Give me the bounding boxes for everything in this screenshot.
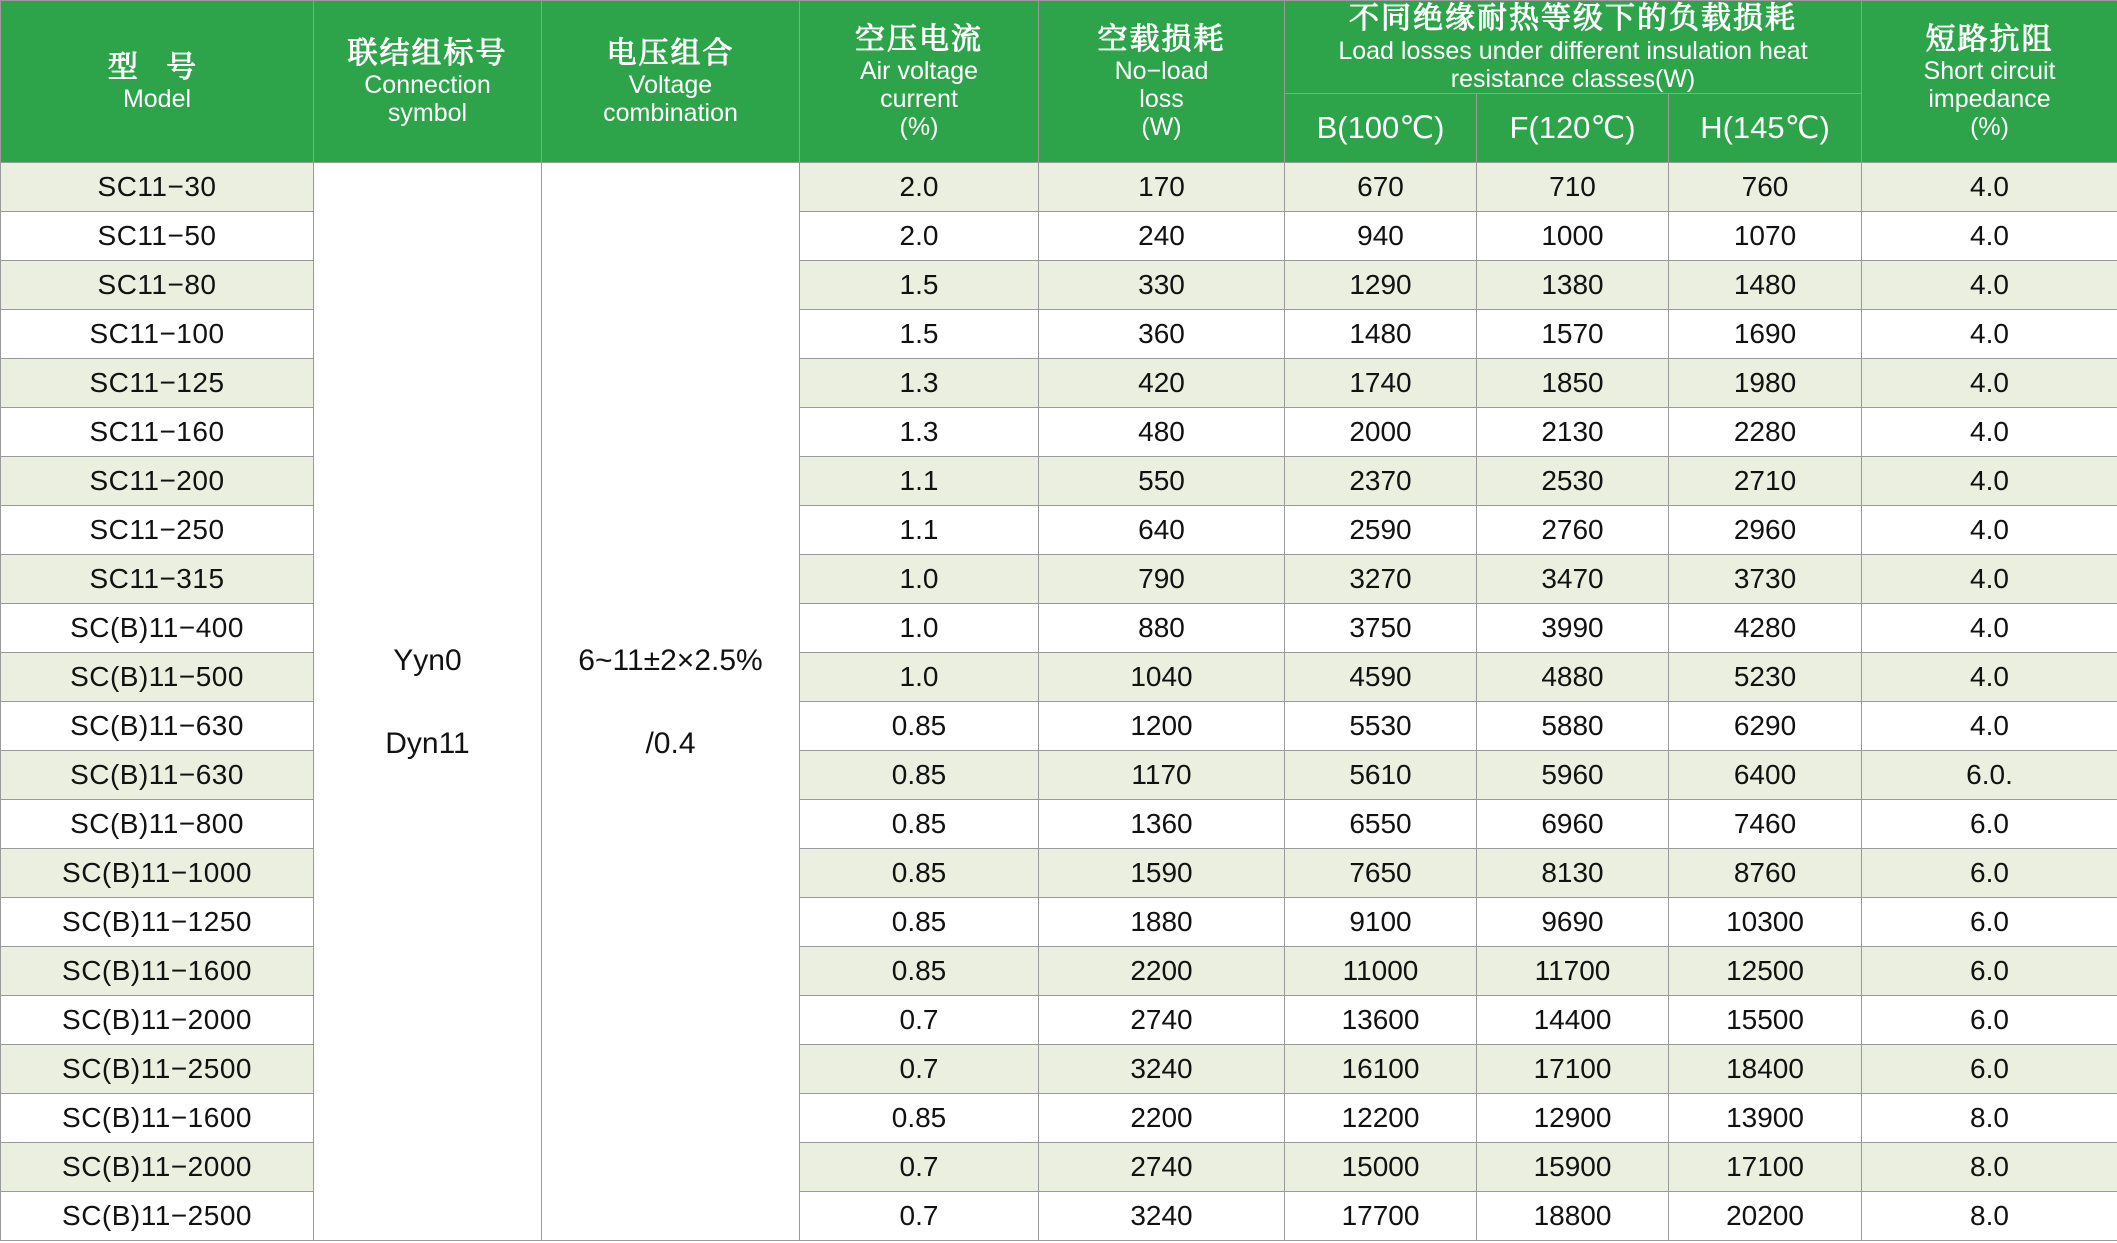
col-header-connection: [314, 1, 542, 163]
cell-short-circuit-impedance: 6.0: [1862, 947, 2117, 996]
cell-load-loss-f: 2760: [1477, 506, 1669, 555]
cell-air-voltage-current: 0.7: [800, 1192, 1039, 1241]
cell-short-circuit-impedance: 6.0: [1862, 996, 2117, 1045]
cell-short-circuit-impedance: 6.0.: [1862, 751, 2117, 800]
cell-load-loss-f: 2130: [1477, 408, 1669, 457]
cell-load-loss-b: 2370: [1285, 457, 1477, 506]
col-header-noload-loss-en-1: No−load: [1114, 57, 1209, 86]
cell-load-loss-f: 11700: [1477, 947, 1669, 996]
cell-air-voltage-current: 1.0: [800, 653, 1039, 702]
cell-air-voltage-current: 0.85: [800, 898, 1039, 947]
cell-short-circuit-impedance: 4.0: [1862, 506, 2117, 555]
cell-air-voltage-current: 1.5: [800, 310, 1039, 359]
cell-load-loss-f: 1380: [1477, 261, 1669, 310]
cell-model: SC11−250: [1, 506, 314, 555]
col-header-short-circuit-impedance: [1862, 1, 2117, 163]
cell-air-voltage-current: 0.85: [800, 800, 1039, 849]
cell-load-loss-b: 5530: [1285, 702, 1477, 751]
col-header-impedance-cn: 短路抗阻: [1925, 22, 2054, 56]
cell-load-loss-h: 2280: [1669, 408, 1862, 457]
cell-short-circuit-impedance: 4.0: [1862, 555, 2117, 604]
cell-model: SC(B)11−1600: [1, 947, 314, 996]
cell-load-loss-b: 16100: [1285, 1045, 1477, 1094]
col-header-model-cn: 型 号: [107, 50, 207, 84]
col-header-model: [1, 1, 314, 163]
cell-short-circuit-impedance: 8.0: [1862, 1094, 2117, 1143]
cell-short-circuit-impedance: 4.0: [1862, 702, 2117, 751]
cell-air-voltage-current: 1.0: [800, 555, 1039, 604]
cell-noload-loss: 240: [1039, 212, 1285, 261]
cell-load-loss-h: 6290: [1669, 702, 1862, 751]
col-header-connection-en-1: Connection: [364, 71, 491, 100]
cell-load-loss-b: 1480: [1285, 310, 1477, 359]
cell-load-loss-b: 11000: [1285, 947, 1477, 996]
cell-noload-loss: 1200: [1039, 702, 1285, 751]
cell-load-loss-b: 5610: [1285, 751, 1477, 800]
cell-model: SC11−315: [1, 555, 314, 604]
cell-model: SC(B)11−2000: [1, 1143, 314, 1192]
cell-noload-loss: 330: [1039, 261, 1285, 310]
col-header-voltage-en-2: combination: [603, 99, 738, 128]
cell-short-circuit-impedance: 4.0: [1862, 653, 2117, 702]
col-header-air-current-unit: (%): [899, 113, 939, 142]
col-header-noload-loss-unit: (W): [1141, 113, 1182, 142]
cell-short-circuit-impedance: 4.0: [1862, 408, 2117, 457]
connection-symbol-line1: Yyn0: [393, 643, 462, 677]
cell-load-loss-h: 18400: [1669, 1045, 1862, 1094]
cell-connection-symbol: [314, 163, 542, 1241]
cell-noload-loss: 420: [1039, 359, 1285, 408]
cell-short-circuit-impedance: 4.0: [1862, 457, 2117, 506]
cell-load-loss-h: 15500: [1669, 996, 1862, 1045]
cell-load-loss-h: 20200: [1669, 1192, 1862, 1241]
cell-load-loss-h: 1980: [1669, 359, 1862, 408]
cell-model: SC(B)11−400: [1, 604, 314, 653]
cell-load-loss-h: 1070: [1669, 212, 1862, 261]
cell-air-voltage-current: 0.7: [800, 1045, 1039, 1094]
cell-load-loss-f: 6960: [1477, 800, 1669, 849]
cell-load-loss-f: 12900: [1477, 1094, 1669, 1143]
col-header-voltage-cn: 电压组合: [606, 36, 735, 70]
cell-load-loss-b: 13600: [1285, 996, 1477, 1045]
cell-load-loss-f: 3990: [1477, 604, 1669, 653]
cell-load-loss-b: 1290: [1285, 261, 1477, 310]
cell-model: SC(B)11−2500: [1, 1045, 314, 1094]
cell-load-loss-b: 2590: [1285, 506, 1477, 555]
col-header-load-losses-group: [1285, 1, 1862, 94]
cell-load-loss-b: 7650: [1285, 849, 1477, 898]
cell-load-loss-h: 17100: [1669, 1143, 1862, 1192]
cell-noload-loss: 2740: [1039, 996, 1285, 1045]
cell-load-loss-h: 2960: [1669, 506, 1862, 555]
cell-load-loss-f: 5960: [1477, 751, 1669, 800]
cell-load-loss-h: 1480: [1669, 261, 1862, 310]
cell-load-loss-h: 4280: [1669, 604, 1862, 653]
cell-load-loss-b: 12200: [1285, 1094, 1477, 1143]
col-header-load-loss-f: F(120℃): [1477, 94, 1669, 163]
cell-noload-loss: 1360: [1039, 800, 1285, 849]
cell-air-voltage-current: 1.0: [800, 604, 1039, 653]
cell-load-loss-f: 15900: [1477, 1143, 1669, 1192]
cell-load-loss-f: 710: [1477, 163, 1669, 212]
cell-model: SC11−125: [1, 359, 314, 408]
cell-load-loss-f: 4880: [1477, 653, 1669, 702]
cell-air-voltage-current: 0.7: [800, 1143, 1039, 1192]
cell-load-loss-h: 13900: [1669, 1094, 1862, 1143]
cell-noload-loss: 1040: [1039, 653, 1285, 702]
cell-noload-loss: 3240: [1039, 1045, 1285, 1094]
cell-air-voltage-current: 1.3: [800, 408, 1039, 457]
cell-load-loss-b: 15000: [1285, 1143, 1477, 1192]
cell-load-loss-b: 17700: [1285, 1192, 1477, 1241]
col-header-load-loss-b: B(100℃): [1285, 94, 1477, 163]
cell-noload-loss: 170: [1039, 163, 1285, 212]
cell-load-loss-h: 3730: [1669, 555, 1862, 604]
col-header-load-loss-h: H(145℃): [1669, 94, 1862, 163]
col-header-air-current-en-2: current: [880, 85, 958, 114]
cell-air-voltage-current: 2.0: [800, 212, 1039, 261]
col-header-noload-loss-en-2: loss: [1139, 85, 1184, 114]
cell-load-loss-f: 18800: [1477, 1192, 1669, 1241]
cell-short-circuit-impedance: 6.0: [1862, 898, 2117, 947]
cell-air-voltage-current: 0.85: [800, 751, 1039, 800]
cell-short-circuit-impedance: 4.0: [1862, 163, 2117, 212]
cell-air-voltage-current: 0.85: [800, 849, 1039, 898]
cell-load-loss-f: 5880: [1477, 702, 1669, 751]
cell-air-voltage-current: 1.1: [800, 457, 1039, 506]
cell-model: SC(B)11−1600: [1, 1094, 314, 1143]
col-header-air-current-cn: 空压电流: [855, 22, 983, 56]
cell-load-loss-b: 6550: [1285, 800, 1477, 849]
cell-model: SC11−50: [1, 212, 314, 261]
cell-load-loss-b: 3270: [1285, 555, 1477, 604]
cell-load-loss-f: 14400: [1477, 996, 1669, 1045]
cell-model: SC(B)11−800: [1, 800, 314, 849]
cell-air-voltage-current: 0.7: [800, 996, 1039, 1045]
table-row: [1, 163, 2117, 212]
cell-load-loss-h: 5230: [1669, 653, 1862, 702]
cell-model: SC11−30: [1, 163, 314, 212]
cell-noload-loss: 1590: [1039, 849, 1285, 898]
cell-air-voltage-current: 0.85: [800, 702, 1039, 751]
cell-model: SC(B)11−2000: [1, 996, 314, 1045]
cell-model: SC(B)11−630: [1, 702, 314, 751]
cell-load-loss-h: 2710: [1669, 457, 1862, 506]
cell-model: SC(B)11−1000: [1, 849, 314, 898]
cell-noload-loss: 2200: [1039, 947, 1285, 996]
cell-model: SC(B)11−500: [1, 653, 314, 702]
cell-load-loss-h: 7460: [1669, 800, 1862, 849]
cell-air-voltage-current: 1.3: [800, 359, 1039, 408]
cell-load-loss-f: 9690: [1477, 898, 1669, 947]
cell-load-loss-f: 3470: [1477, 555, 1669, 604]
cell-model: SC11−100: [1, 310, 314, 359]
cell-load-loss-f: 17100: [1477, 1045, 1669, 1094]
cell-model: SC(B)11−1250: [1, 898, 314, 947]
col-header-impedance-unit: (%): [1970, 113, 2009, 142]
cell-noload-loss: 480: [1039, 408, 1285, 457]
col-header-voltage: [542, 1, 800, 163]
connection-symbol-line2: Dyn11: [385, 726, 470, 760]
cell-load-loss-f: 1850: [1477, 359, 1669, 408]
cell-load-loss-h: 760: [1669, 163, 1862, 212]
cell-model: SC(B)11−2500: [1, 1192, 314, 1241]
cell-short-circuit-impedance: 6.0: [1862, 1045, 2117, 1094]
cell-air-voltage-current: 0.85: [800, 1094, 1039, 1143]
cell-load-loss-b: 4590: [1285, 653, 1477, 702]
cell-noload-loss: 2740: [1039, 1143, 1285, 1192]
cell-air-voltage-current: 0.85: [800, 947, 1039, 996]
cell-short-circuit-impedance: 4.0: [1862, 261, 2117, 310]
cell-model: SC(B)11−630: [1, 751, 314, 800]
cell-load-loss-b: 670: [1285, 163, 1477, 212]
cell-load-loss-f: 8130: [1477, 849, 1669, 898]
cell-noload-loss: 550: [1039, 457, 1285, 506]
cell-model: SC11−80: [1, 261, 314, 310]
cell-load-loss-b: 2000: [1285, 408, 1477, 457]
cell-voltage-combination: [542, 163, 800, 1241]
cell-air-voltage-current: 2.0: [800, 163, 1039, 212]
cell-load-loss-h: 12500: [1669, 947, 1862, 996]
cell-noload-loss: 1880: [1039, 898, 1285, 947]
cell-load-loss-f: 1570: [1477, 310, 1669, 359]
col-header-voltage-en-1: Voltage: [628, 71, 713, 100]
cell-short-circuit-impedance: 4.0: [1862, 212, 2117, 261]
col-header-noload-loss: [1039, 1, 1285, 163]
cell-load-loss-b: 3750: [1285, 604, 1477, 653]
cell-model: SC11−160: [1, 408, 314, 457]
col-header-connection-cn: 联结组标号: [347, 36, 508, 70]
cell-load-loss-b: 940: [1285, 212, 1477, 261]
cell-air-voltage-current: 1.1: [800, 506, 1039, 555]
cell-load-loss-b: 1740: [1285, 359, 1477, 408]
cell-noload-loss: 360: [1039, 310, 1285, 359]
voltage-combination-line2: /0.4: [645, 726, 696, 760]
voltage-combination-line1: 6~11±2×2.5%: [578, 643, 763, 677]
cell-load-loss-h: 6400: [1669, 751, 1862, 800]
col-header-load-losses-en-2: resistance classes(W): [1450, 64, 1696, 93]
col-header-load-losses-cn: 不同绝缘耐热等级下的负载损耗: [1349, 2, 1797, 36]
col-header-impedance-en-1: Short circuit: [1923, 57, 2056, 86]
col-header-model-en: Model: [122, 85, 192, 114]
col-header-impedance-en-2: impedance: [1928, 85, 2051, 114]
col-header-air-current-en-1: Air voltage: [859, 57, 979, 86]
cell-load-loss-h: 8760: [1669, 849, 1862, 898]
col-header-load-losses-en-1: Load losses under different insulation heat: [1338, 36, 1808, 65]
cell-short-circuit-impedance: 6.0: [1862, 849, 2117, 898]
col-header-air-current: [800, 1, 1039, 163]
cell-noload-loss: 880: [1039, 604, 1285, 653]
cell-noload-loss: 640: [1039, 506, 1285, 555]
cell-noload-loss: 1170: [1039, 751, 1285, 800]
cell-noload-loss: 790: [1039, 555, 1285, 604]
cell-load-loss-f: 1000: [1477, 212, 1669, 261]
cell-noload-loss: 2200: [1039, 1094, 1285, 1143]
cell-model: SC11−200: [1, 457, 314, 506]
cell-short-circuit-impedance: 8.0: [1862, 1143, 2117, 1192]
cell-short-circuit-impedance: 4.0: [1862, 359, 2117, 408]
col-header-noload-loss-cn: 空载损耗: [1097, 22, 1226, 56]
cell-load-loss-h: 10300: [1669, 898, 1862, 947]
table-header: [1, 1, 2117, 163]
col-header-connection-en-2: symbol: [387, 99, 468, 128]
cell-noload-loss: 3240: [1039, 1192, 1285, 1241]
cell-load-loss-f: 2530: [1477, 457, 1669, 506]
cell-load-loss-b: 9100: [1285, 898, 1477, 947]
cell-short-circuit-impedance: 8.0: [1862, 1192, 2117, 1241]
table-body: [1, 163, 2117, 1241]
cell-short-circuit-impedance: 4.0: [1862, 604, 2117, 653]
cell-air-voltage-current: 1.5: [800, 261, 1039, 310]
cell-load-loss-h: 1690: [1669, 310, 1862, 359]
cell-short-circuit-impedance: 4.0: [1862, 310, 2117, 359]
cell-short-circuit-impedance: 6.0: [1862, 800, 2117, 849]
